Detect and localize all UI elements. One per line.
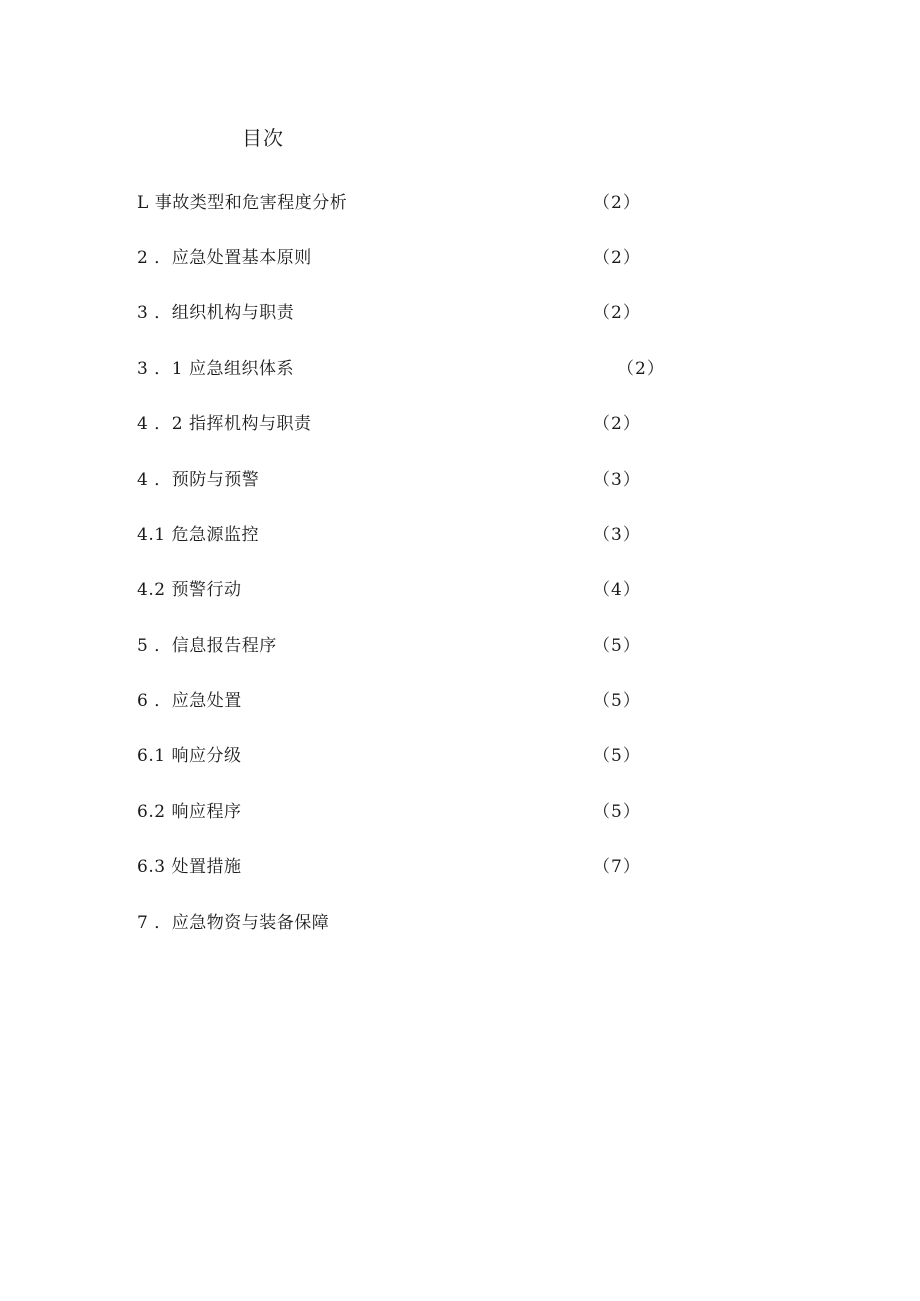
toc-entry-page: （2） xyxy=(617,359,665,379)
toc-entry-title: 7 ．应急物资与装备保障 xyxy=(137,913,330,933)
toc-entry-page: （2） xyxy=(593,193,641,213)
toc-entry xyxy=(0,465,920,495)
toc-entry-page: （4） xyxy=(593,580,641,600)
toc-entry-page: （5） xyxy=(593,802,641,822)
toc-entry-title: 5 ．信息报告程序 xyxy=(137,636,277,656)
toc-entry-page: （2） xyxy=(593,414,641,434)
toc-entry xyxy=(0,741,920,771)
toc-entry-page: （5） xyxy=(593,746,641,766)
page-title: 目次 xyxy=(242,126,284,150)
toc-entry xyxy=(0,409,920,439)
toc-entry xyxy=(0,354,920,384)
toc-entry-title: 2 ．应急处置基本原则 xyxy=(137,248,312,268)
toc-entry-page: （2） xyxy=(593,303,641,323)
toc-entry xyxy=(0,188,920,218)
toc-entry-title: 4 ．预防与预警 xyxy=(137,470,260,490)
toc-entry-title: 3 ．1 应急组织体系 xyxy=(137,359,294,379)
toc-entry-title: 6.2 响应程序 xyxy=(137,802,242,822)
toc-entry-page: （2） xyxy=(593,248,641,268)
toc-entry-title: 4 ．2 指挥机构与职责 xyxy=(137,414,312,434)
toc-entry xyxy=(0,298,920,328)
toc-entry xyxy=(0,686,920,716)
toc-entry-page: （3） xyxy=(593,525,641,545)
toc-entry xyxy=(0,520,920,550)
toc-entry-page: （3） xyxy=(593,470,641,490)
toc-entry-page: （5） xyxy=(593,691,641,711)
toc-entry xyxy=(0,631,920,661)
toc-entry-page: （7） xyxy=(593,857,641,877)
toc-entry-title: 6.3 处置措施 xyxy=(137,857,242,877)
toc-entry xyxy=(0,575,920,605)
toc-entry xyxy=(0,852,920,882)
toc-entry-page: （5） xyxy=(593,636,641,656)
toc-entry xyxy=(0,908,920,938)
toc-entry-title: 6 ．应急处置 xyxy=(137,691,242,711)
toc-entry-title: 4.1 危急源监控 xyxy=(137,525,259,545)
toc-entry xyxy=(0,797,920,827)
toc-entry-title: 4.2 预警行动 xyxy=(137,580,242,600)
toc-entry-title: L 事故类型和危害程度分析 xyxy=(137,193,348,213)
toc-entry-title: 3 ．组织机构与职责 xyxy=(137,303,295,323)
toc-entry-title: 6.1 响应分级 xyxy=(137,746,242,766)
toc-entry xyxy=(0,243,920,273)
